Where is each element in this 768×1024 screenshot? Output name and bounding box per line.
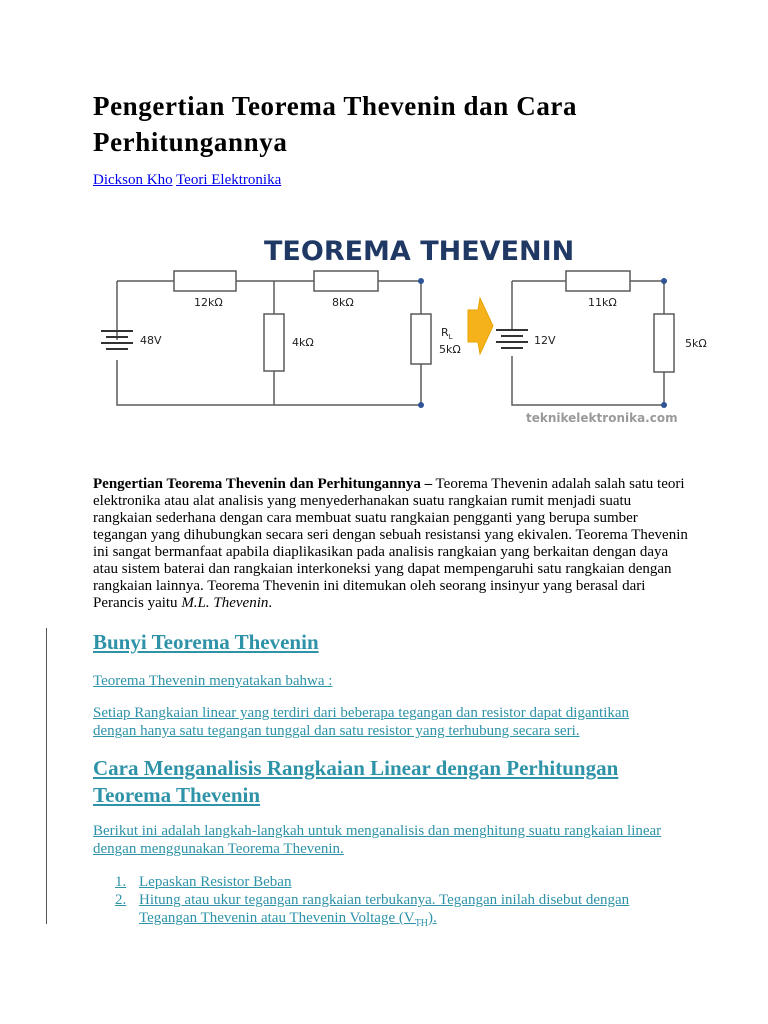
resistor-load [411,314,431,364]
intro-paragraph: Pengertian Teorema Thevenin dan Perhitungannya – Teorema Thevenin adalah salah satu teori elektronika atau alat analisis yang menyederhanakan suatu rangkaian rumit menjadi suatu rangkaian sederhana dengan cara membuat suatu rangkaian pengganti yang berupa sumber tegangan yang dihubungkan secara seri dengan sebuah resistansi yang ekivalen. Teorema Thevenin ini sangat bermanfaat apabila diaplikasikan pada analisis rangkaian yang berkaitan dengan daya atau sistem baterai dan rangkaian interkoneksi yang dapat mempengaruhi satu rangkaian dengan rangkaian lainnya. Teorema Thevenin ini ditemukan oleh seorang insinyur yang berasal dari Perancis yaitu M.L. Thevenin. [93,476,688,611]
resistor-right-load [654,314,674,372]
author-link[interactable]: Dickson Kho [93,172,173,188]
node-top-left [418,278,424,284]
transform-arrow [468,298,493,354]
steps-list [93,873,673,933]
list-item[interactable]: 2. Hitung atau ukur tegangan rangkaian terbukanya. Tegangan inilah disebut dengan Tegangan Thevenin atau Thevenin Voltage $(V_{TH})$. [115,892,630,929]
label-12v: 12V [534,334,556,347]
intro-body: Teorema Thevenin adalah salah satu teori elektronika atau alat analisis yang menyederhanakan suatu rangkaian rumit menjadi suatu rangkaian sederhana dengan cara membuat suatu rangkaian pengganti yang berupa sumber tegangan yang dihubungkan secara seri dengan sebuah resistansi yang ekivalen. Teorema Thevenin ini sangat bermanfaat apabila diaplikasikan pada analisis rangkaian yang berkaitan dengan daya atau sistem baterai dan rangkaian interkoneksi yang dapat mempengaruhi satu rangkaian dengan rangkaian lainnya. Teorema Thevenin ini ditemukan oleh seorang insinyur yang berasal dari Perancis yaitu [93,476,688,611]
label-48v: 48V [140,334,162,347]
section1-lead[interactable]: Teorema Thevenin menyatakan bahwa : [93,673,333,689]
resistor-4k [264,314,284,371]
label-4k: 4kΩ [292,336,314,349]
label-8k: 8kΩ [332,296,354,309]
resistor-8k [314,271,378,291]
list-item[interactable]: 1. Lepaskan Resistor Beban [115,874,292,890]
section1-statement[interactable]: Setiap Rangkaian linear yang terdiri dari beberapa tegangan dan resistor dapat digantikan dengan hanya satu tegangan tunggal dan satu resistor yang terhubung secara seri. [93,705,630,739]
node-bottom-left [418,402,424,408]
section-heading-cara[interactable]: Cara Menganalisis Rangkaian Linear dengan Perhitungan Teorema Thevenin [93,756,619,807]
right-circuit [496,271,674,405]
resistor-11k [566,271,630,291]
node-top-right [661,278,667,284]
category-link[interactable]: Teori Elektronika [176,172,282,188]
section2-lead[interactable]: Berikut ini adalah langkah-langkah untuk menganalisis dan menghitung suatu rangkaian linear dengan menggunakan Teorema Thevenin. [93,823,662,857]
label-12k: 12kΩ [194,296,223,309]
label-load-5k: 5kΩ [439,343,461,356]
thevenin-circuit-figure [88,226,707,436]
intro-lead: Pengertian Teorema Thevenin dan Perhitungannya – [93,476,433,492]
figure-heading: TEOREMA THEVENIN [264,236,575,267]
resistor-12k [174,271,236,291]
figure-watermark: teknikelektronika.com [526,411,678,425]
section-heading-bunyi[interactable]: Bunyi Teorema Thevenin [93,630,319,654]
label-rl: $R_L$ [441,326,453,341]
intro-inventor: M.L. Thevenin [181,595,269,611]
left-margin-rule [46,628,47,924]
node-bottom-right [661,402,667,408]
label-11k: 11kΩ [588,296,617,309]
byline [93,172,281,189]
label-right-5k: 5kΩ [685,337,707,350]
page-title: Pengertian Teorema Thevenin dan Cara Perhitungannya [93,91,578,157]
